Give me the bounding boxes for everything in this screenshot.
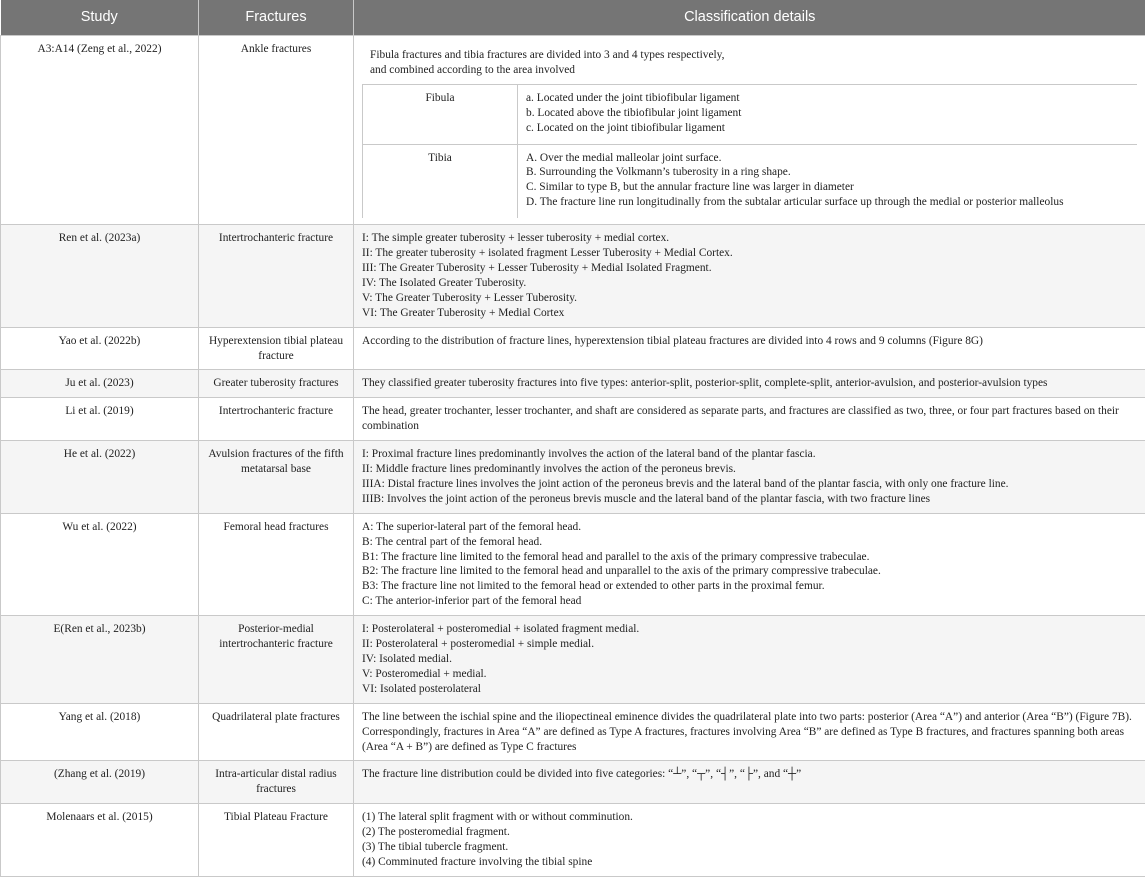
details-cell [354,225,1145,327]
details-line: C: The anterior-inferior part of the femoral head [362,594,1137,609]
fracture-cell: Greater tuberosity fractures [199,370,354,398]
fracture-cell: Hyperextension tibial plateau fracture [199,327,354,370]
subtable-items [518,84,1138,144]
table-row [1,398,1145,441]
details-line: II: Middle fracture lines predominantly involves the action of the peroneus brevis. [362,462,1137,477]
table-row [1,761,1145,804]
study-cell: Ju et al. (2023) [1,370,199,398]
study-cell: Li et al. (2019) [1,398,199,441]
details-cell [354,441,1145,514]
details-line: II: The greater tuberosity + isolated fragment Lesser Tuberosity + Medial Cortex. [362,246,1137,261]
details-line: I: The simple greater tuberosity + lesser tuberosity + medial cortex. [362,231,1137,246]
subtable [362,84,1137,218]
details-cell [354,761,1145,804]
details-line: IIIA: Distal fracture lines involves the joint action of the peroneus brevis and the lateral band of the plantar fascia, with only one fracture line. [362,477,1137,492]
details-paragraph: The head, greater trochanter, lesser trochanter, and shaft are considered as separate parts, and fractures are classified as two, three, or four part fractures based on their combination [362,404,1137,434]
details-line: IIIB: Involves the joint action of the peroneus brevis muscle and the lateral band of the plantar fascia, with two fracture lines [362,492,1137,507]
study-cell: (Zhang et al. (2019) [1,761,199,804]
table-row [1,513,1145,615]
details-line: a. Located under the joint tibiofibular ligament [526,91,1129,106]
fracture-cell: Tibial Plateau Fracture [199,804,354,877]
details-line: (1) The lateral split fragment with or without comminution. [362,810,1137,825]
details-line: B2: The fracture line limited to the femoral head and unparallel to the axis of the primary compressive trabeculae. [362,564,1137,579]
fracture-cell: Posterior-medial intertrochanteric fracture [199,616,354,704]
study-cell: Molenaars et al. (2015) [1,804,199,877]
details-line: b. Located above the tibiofibular joint ligament [526,106,1129,121]
fracture-cell: Intra-articular distal radius fractures [199,761,354,804]
details-cell [354,398,1145,441]
table-row [1,370,1145,398]
study-cell: A3:A14 (Zeng et al., 2022) [1,36,199,225]
details-line: II: Posterolateral + posteromedial + simple medial. [362,637,1137,652]
details-cell [354,36,1145,225]
subtable-label: Fibula [363,84,518,144]
details-line: B3: The fracture line not limited to the femoral head or extended to other parts in the proximal femur. [362,579,1137,594]
details-cell [354,370,1145,398]
details-line: C. Similar to type B, but the annular fracture line was larger in diameter [526,180,1129,195]
details-line: (4) Comminuted fracture involving the tibial spine [362,855,1137,870]
header-fractures: Fractures [199,0,354,36]
details-line: VI: Isolated posterolateral [362,682,1137,697]
details-paragraph: The line between the ischial spine and the iliopectineal eminence divides the quadrilateral plate into two parts: posterior (Area “A”) and anterior (Area “B”) (Figure 7B). Correspondingly, fractures in Area “A” are defined as Type A fractures, fractures involving Area “B” are defined as Type B fractures, and fractures spanning both areas (Area “A + B”) are defined as Type C fractures [362,710,1137,755]
details-line: IV: The Isolated Greater Tuberosity. [362,276,1137,291]
subtable-row [363,144,1138,218]
details-line: They classified greater tuberosity fractures into five types: anterior-split, posterior-split, complete-split, anterior-avulsion, and posterior-avulsion types [362,376,1137,391]
table-row [1,441,1145,514]
fracture-cell: Quadrilateral plate fractures [199,703,354,761]
details-line: c. Located on the joint tibiofibular ligament [526,121,1129,136]
details-line: and combined according to the area involved [370,63,1129,78]
table-row [1,804,1145,877]
study-cell: E(Ren et al., 2023b) [1,616,199,704]
fracture-cell: Ankle fractures [199,36,354,225]
details-cell [354,327,1145,370]
subtable-label: Tibia [363,144,518,218]
header-row [1,0,1145,36]
fracture-cell: Intertrochanteric fracture [199,225,354,327]
details-cell [354,703,1145,761]
study-cell: Yao et al. (2022b) [1,327,199,370]
details-line: I: Proximal fracture lines predominantly involves the action of the lateral band of the plantar fascia. [362,447,1137,462]
details-line: According to the distribution of fracture lines, hyperextension tibial plateau fractures are divided into 4 rows and 9 columns (Figure 8G) [362,334,1137,349]
study-cell: Yang et al. (2018) [1,703,199,761]
details-line: B1: The fracture line limited to the femoral head and parallel to the axis of the primary compressive trabeculae. [362,550,1137,565]
details-line: IV: Isolated medial. [362,652,1137,667]
details-cell [354,513,1145,615]
details-line: VI: The Greater Tuberosity + Medial Cortex [362,306,1137,321]
study-cell: Ren et al. (2023a) [1,225,199,327]
header-study: Study [1,0,199,36]
details-cell [354,804,1145,877]
table-row [1,327,1145,370]
details-line: Fibula fractures and tibia fractures are divided into 3 and 4 types respectively, [370,48,1129,63]
details-line: (3) The tibial tubercle fragment. [362,840,1137,855]
details-line: The fracture line distribution could be divided into five categories: “┴”, “┬”, “┤”, “├”, and “┼” [362,767,1137,782]
details-line: D. The fracture line run longitudinally from the subtalar articular surface up through the medial or posterior malleolus [526,195,1129,210]
details-line: III: The Greater Tuberosity + Lesser Tuberosity + Medial Isolated Fragment. [362,261,1137,276]
fracture-cell: Femoral head fractures [199,513,354,615]
fracture-cell: Intertrochanteric fracture [199,398,354,441]
details-line: B: The central part of the femoral head. [362,535,1137,550]
table-row [1,225,1145,327]
table-row [1,703,1145,761]
details-line: A: The superior-lateral part of the femoral head. [362,520,1137,535]
study-cell: He et al. (2022) [1,441,199,514]
details-line: B. Surrounding the Volkmann’s tuberosity in a ring shape. [526,165,1129,180]
fracture-cell: Avulsion fractures of the fifth metatarsal base [199,441,354,514]
details-cell [354,616,1145,704]
header-classification-details: Classification details [354,0,1145,36]
details-line: (2) The posteromedial fragment. [362,825,1137,840]
study-cell: Wu et al. (2022) [1,513,199,615]
table-row [1,616,1145,704]
details-line: V: Posteromedial + medial. [362,667,1137,682]
details-line: A. Over the medial malleolar joint surface. [526,151,1129,166]
table-row [1,36,1145,225]
subtable-row [363,84,1138,144]
subtable-items [518,144,1138,218]
details-line: V: The Greater Tuberosity + Lesser Tuberosity. [362,291,1137,306]
details-line: I: Posterolateral + posteromedial + isolated fragment medial. [362,622,1137,637]
